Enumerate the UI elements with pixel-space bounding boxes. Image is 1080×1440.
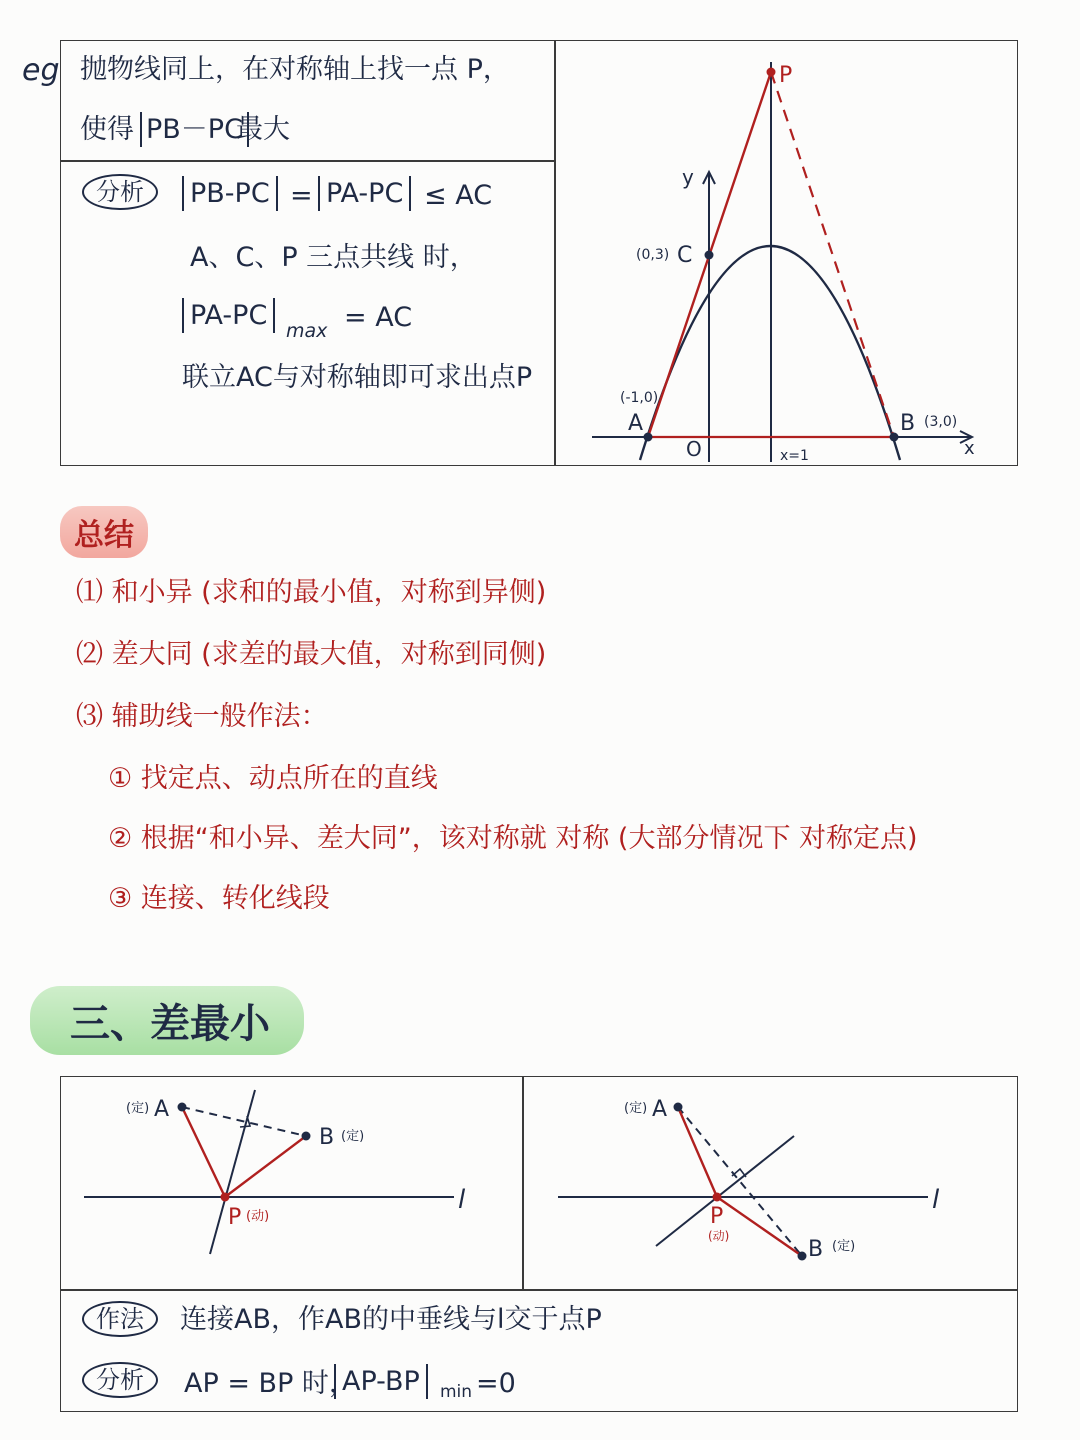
point-P <box>767 68 776 77</box>
segment-AB-dashed <box>678 1107 802 1256</box>
segment-BP <box>225 1136 306 1197</box>
analysis-eq1-a: PB-PC <box>182 176 278 211</box>
analysis-label: 分析 <box>82 174 158 210</box>
method-analysis-abs: AP-BP <box>334 1364 428 1399</box>
label-A: A <box>154 1097 170 1122</box>
label-P-tag: (动) <box>246 1209 270 1224</box>
label-B-tag: (定) <box>832 1239 856 1254</box>
eg-tag: eg <box>22 53 60 88</box>
label-A-tag: (定) <box>624 1101 648 1116</box>
analysis-line-4: 联立AC与对称轴即可求出点P <box>182 362 533 393</box>
summary-sub-item-3: ③ 连接、转化线段 <box>108 883 330 914</box>
point-A <box>644 433 653 442</box>
label-P-tag: (动) <box>708 1229 730 1243</box>
analysis-eq3-sub: max <box>286 320 328 342</box>
segment-AP <box>678 1107 717 1197</box>
problem-line-2-post: 最大 <box>236 114 290 145</box>
problem-line-1: 抛物线同上，在对称轴上找一点 P， <box>80 54 510 85</box>
label-y: y <box>682 165 694 189</box>
label-C-coord: (0,3) <box>636 247 670 263</box>
line-PB-dashed <box>771 72 894 437</box>
problem-line-2-pre: 使得 <box>80 114 134 145</box>
analysis-eq1-b: PA-PC <box>318 176 411 211</box>
summary-sub-item-1: ① 找定点、动点所在的直线 <box>108 763 438 794</box>
method-analysis-post: =0 <box>476 1368 516 1399</box>
point-A <box>178 1103 187 1112</box>
method-analysis-pre: AP = BP 时， <box>184 1368 356 1399</box>
label-x: x <box>964 438 975 459</box>
summary-item-2: ⑵ 差大同 (求差的最大值，对称到同侧) <box>76 639 547 670</box>
label-P: P <box>228 1205 242 1230</box>
label-C: C <box>677 243 693 268</box>
point-P <box>221 1193 230 1202</box>
point-B <box>798 1252 807 1261</box>
figure-right <box>524 1078 1016 1288</box>
section-3-title: 三、差最小 <box>30 986 304 1055</box>
label-B: B <box>808 1237 824 1262</box>
label-symmetry-axis: x=1 <box>780 448 809 464</box>
label-O: O <box>686 437 702 461</box>
point-C <box>705 251 714 260</box>
label-P: P <box>779 63 793 88</box>
point-B <box>890 433 899 442</box>
example-divider-horizontal <box>60 160 555 162</box>
label-l: l <box>458 1185 466 1215</box>
analysis-eq1-eq: = <box>290 180 313 211</box>
label-B: B <box>900 411 916 436</box>
point-P <box>713 1193 722 1202</box>
point-A <box>674 1103 683 1112</box>
label-B: B <box>319 1125 335 1150</box>
point-B <box>302 1132 311 1141</box>
label-A: A <box>652 1097 668 1122</box>
summary-title: 总结 <box>60 506 148 558</box>
analysis-line-2: A、C、P 三点共线 时， <box>190 242 477 273</box>
method-label: 作法 <box>82 1301 158 1337</box>
label-A-coord: (-1,0) <box>620 390 659 406</box>
figure-left <box>62 1078 520 1288</box>
parabola-graph <box>556 42 1016 464</box>
summary-sub-item-2: ② 根据“和小异、差大同”，该对称就 对称 (大部分情况下 对称定点) <box>108 823 918 854</box>
method-divider <box>60 1289 1018 1291</box>
label-A: A <box>628 411 644 436</box>
label-P: P <box>710 1204 724 1229</box>
label-l: l <box>932 1185 940 1215</box>
method-text: 连接AB，作AB的中垂线与l交于点P <box>180 1304 602 1335</box>
label-B-tag: (定) <box>341 1129 365 1144</box>
problem-line-2-abs: PB－PC <box>140 112 249 147</box>
analysis-eq3-rest: = AC <box>344 302 413 333</box>
label-B-coord: (3,0) <box>924 414 958 430</box>
method-analysis-label: 分析 <box>82 1362 158 1398</box>
summary-item-1: ⑴ 和小异 (求和的最小值，对称到异侧) <box>76 577 547 608</box>
label-A-tag: (定) <box>126 1101 150 1116</box>
analysis-eq3-abs: PA-PC <box>182 298 275 333</box>
segment-AP <box>182 1107 225 1197</box>
analysis-eq1-c: ≤ AC <box>424 180 493 211</box>
summary-item-3: ⑶ 辅助线一般作法： <box>76 701 328 732</box>
method-analysis-sub: min <box>440 1382 473 1402</box>
